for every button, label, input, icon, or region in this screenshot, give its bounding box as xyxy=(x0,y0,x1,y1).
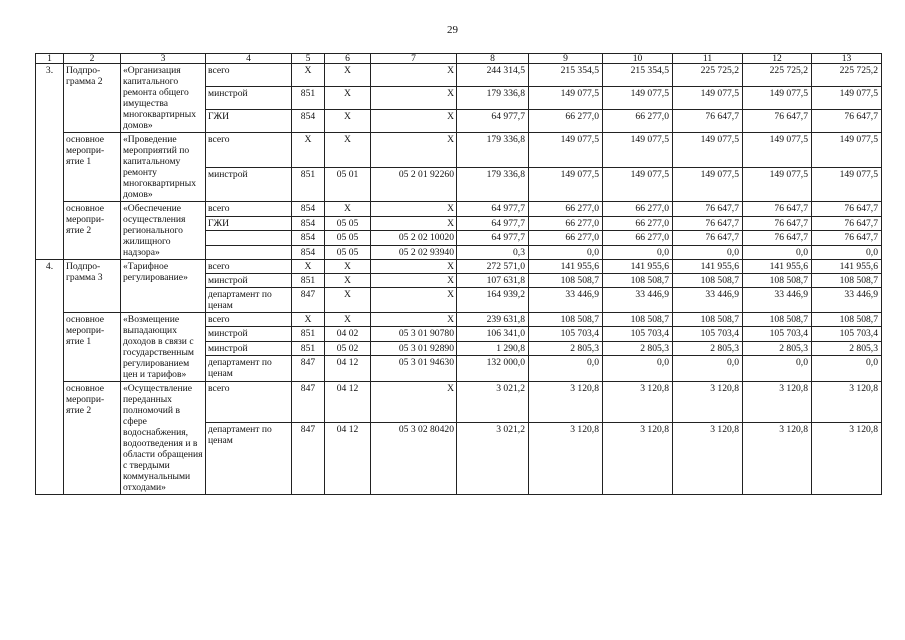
executor-cell: минстрой xyxy=(206,167,292,202)
value-cell: 0,0 xyxy=(603,245,673,260)
value-cell: 2 805,3 xyxy=(812,341,882,355)
value-cell: 3 021,2 xyxy=(457,382,529,423)
rzpr-cell: Х xyxy=(325,260,371,274)
value-cell: 0,0 xyxy=(812,245,882,260)
executor-cell: департамент по ценам xyxy=(206,422,292,494)
rzpr-cell: Х xyxy=(325,133,371,168)
csr-cell: Х xyxy=(371,313,457,327)
csr-cell: Х xyxy=(371,110,457,133)
value-cell: 149 077,5 xyxy=(673,87,743,110)
value-cell: 66 277,0 xyxy=(603,202,673,217)
value-cell: 0,0 xyxy=(743,245,812,260)
value-cell: 0,0 xyxy=(529,356,603,382)
value-cell: 1 290,8 xyxy=(457,341,529,355)
grbs-cell: 851 xyxy=(292,274,325,288)
value-cell: 76 647,7 xyxy=(812,202,882,217)
value-cell: 105 703,4 xyxy=(673,327,743,341)
executor-cell: департамент по ценам xyxy=(206,356,292,382)
program-label: основное меропри-ятие 1 xyxy=(64,133,121,202)
value-cell: 108 508,7 xyxy=(673,313,743,327)
value-cell: 76 647,7 xyxy=(812,231,882,246)
grbs-cell: 847 xyxy=(292,288,325,313)
value-cell: 149 077,5 xyxy=(529,133,603,168)
value-cell: 141 955,6 xyxy=(673,260,743,274)
value-cell: 66 277,0 xyxy=(529,216,603,231)
grbs-cell: 851 xyxy=(292,167,325,202)
csr-cell: 05 2 02 10020 xyxy=(371,231,457,246)
column-number-5: 5 xyxy=(292,54,325,64)
column-number-7: 7 xyxy=(371,54,457,64)
value-cell: 149 077,5 xyxy=(529,167,603,202)
value-cell: 149 077,5 xyxy=(529,87,603,110)
value-cell: 141 955,6 xyxy=(529,260,603,274)
value-cell: 3 120,8 xyxy=(603,422,673,494)
value-cell: 105 703,4 xyxy=(812,327,882,341)
value-cell: 108 508,7 xyxy=(812,274,882,288)
value-cell: 0,3 xyxy=(457,245,529,260)
value-cell: 225 725,2 xyxy=(673,64,743,87)
csr-cell: 05 2 01 92260 xyxy=(371,167,457,202)
value-cell: 132 000,0 xyxy=(457,356,529,382)
value-cell: 64 977,7 xyxy=(457,110,529,133)
grbs-cell: Х xyxy=(292,64,325,87)
value-cell: 3 120,8 xyxy=(529,382,603,423)
value-cell: 76 647,7 xyxy=(743,202,812,217)
column-number-4: 4 xyxy=(206,54,292,64)
program-name: «Обеспечение осуществления регионального жилищного надзора» xyxy=(121,202,206,260)
executor-cell: всего xyxy=(206,382,292,423)
value-cell: 76 647,7 xyxy=(743,110,812,133)
value-cell: 108 508,7 xyxy=(603,313,673,327)
grbs-cell: Х xyxy=(292,133,325,168)
value-cell: 64 977,7 xyxy=(457,231,529,246)
value-cell: 0,0 xyxy=(603,356,673,382)
value-cell: 225 725,2 xyxy=(812,64,882,87)
grbs-cell: 851 xyxy=(292,341,325,355)
grbs-cell: 854 xyxy=(292,216,325,231)
value-cell: 149 077,5 xyxy=(743,87,812,110)
value-cell: 0,0 xyxy=(743,356,812,382)
grbs-cell: Х xyxy=(292,313,325,327)
column-number-13: 13 xyxy=(812,54,882,64)
value-cell: 107 631,8 xyxy=(457,274,529,288)
value-cell: 64 977,7 xyxy=(457,216,529,231)
page-number: 29 xyxy=(447,24,458,36)
value-cell: 76 647,7 xyxy=(673,110,743,133)
header-row xyxy=(36,54,882,64)
grbs-cell: 847 xyxy=(292,422,325,494)
value-cell: 149 077,5 xyxy=(812,133,882,168)
csr-cell: 05 3 01 90780 xyxy=(371,327,457,341)
executor-cell: всего xyxy=(206,260,292,274)
program-label: основное меропри-ятие 2 xyxy=(64,382,121,495)
value-cell: 3 120,8 xyxy=(673,382,743,423)
program-name: «Организация капитального ремонта общего имущества многоквартирных домов» xyxy=(121,64,206,133)
value-cell: 2 805,3 xyxy=(603,341,673,355)
table-row xyxy=(36,313,882,327)
csr-cell: 05 3 01 94630 xyxy=(371,356,457,382)
program-name: «Осуществление переданных полномочий в сфере водоснабжения, водоотведения и в области обращения с твердыми коммунальными отходами» xyxy=(121,382,206,495)
rzpr-cell: 05 05 xyxy=(325,245,371,260)
csr-cell: Х xyxy=(371,87,457,110)
value-cell: 164 939,2 xyxy=(457,288,529,313)
budget-table xyxy=(35,53,882,495)
value-cell: 76 647,7 xyxy=(673,202,743,217)
value-cell: 66 277,0 xyxy=(529,231,603,246)
value-cell: 76 647,7 xyxy=(743,231,812,246)
rzpr-cell: Х xyxy=(325,202,371,217)
rzpr-cell: 05 05 xyxy=(325,216,371,231)
rzpr-cell: 05 05 xyxy=(325,231,371,246)
value-cell: 149 077,5 xyxy=(603,87,673,110)
csr-cell: Х xyxy=(371,260,457,274)
value-cell: 179 336,8 xyxy=(457,167,529,202)
value-cell: 106 341,0 xyxy=(457,327,529,341)
value-cell: 33 446,9 xyxy=(603,288,673,313)
executor-cell: всего xyxy=(206,64,292,87)
rzpr-cell: 05 02 xyxy=(325,341,371,355)
value-cell: 108 508,7 xyxy=(529,313,603,327)
csr-cell: Х xyxy=(371,216,457,231)
value-cell: 3 120,8 xyxy=(743,382,812,423)
column-number-1: 1 xyxy=(36,54,64,64)
table-row xyxy=(36,133,882,168)
rzpr-cell: Х xyxy=(325,288,371,313)
table-row xyxy=(36,260,882,274)
value-cell: 76 647,7 xyxy=(812,110,882,133)
value-cell: 3 021,2 xyxy=(457,422,529,494)
value-cell: 141 955,6 xyxy=(812,260,882,274)
program-label: Подпро-грамма 2 xyxy=(64,64,121,133)
value-cell: 3 120,8 xyxy=(812,422,882,494)
executor-cell: всего xyxy=(206,202,292,217)
value-cell: 179 336,8 xyxy=(457,133,529,168)
column-number-8: 8 xyxy=(457,54,529,64)
value-cell: 0,0 xyxy=(673,356,743,382)
executor-cell xyxy=(206,231,292,246)
column-number-10: 10 xyxy=(603,54,673,64)
value-cell: 64 977,7 xyxy=(457,202,529,217)
table-row xyxy=(36,64,882,87)
column-number-11: 11 xyxy=(673,54,743,64)
value-cell: 149 077,5 xyxy=(673,133,743,168)
rzpr-cell: 04 12 xyxy=(325,422,371,494)
value-cell: 215 354,5 xyxy=(529,64,603,87)
value-cell: 149 077,5 xyxy=(743,167,812,202)
value-cell: 225 725,2 xyxy=(743,64,812,87)
value-cell: 76 647,7 xyxy=(673,216,743,231)
value-cell: 108 508,7 xyxy=(603,274,673,288)
value-cell: 108 508,7 xyxy=(812,313,882,327)
csr-cell: 05 2 02 93940 xyxy=(371,245,457,260)
executor-cell xyxy=(206,245,292,260)
program-label: основное меропри-ятие 2 xyxy=(64,202,121,260)
value-cell: 179 336,8 xyxy=(457,87,529,110)
rzpr-cell: 04 12 xyxy=(325,356,371,382)
value-cell: 2 805,3 xyxy=(673,341,743,355)
program-name: «Тарифное регулирование» xyxy=(121,260,206,313)
column-number-6: 6 xyxy=(325,54,371,64)
rzpr-cell: 05 01 xyxy=(325,167,371,202)
value-cell: 149 077,5 xyxy=(603,167,673,202)
value-cell: 66 277,0 xyxy=(603,216,673,231)
executor-cell: всего xyxy=(206,133,292,168)
executor-cell: ГЖИ xyxy=(206,110,292,133)
value-cell: 33 446,9 xyxy=(673,288,743,313)
column-number-2: 2 xyxy=(64,54,121,64)
block-number: 3. xyxy=(36,64,64,260)
rzpr-cell: Х xyxy=(325,87,371,110)
value-cell: 141 955,6 xyxy=(743,260,812,274)
value-cell: 0,0 xyxy=(529,245,603,260)
value-cell: 215 354,5 xyxy=(603,64,673,87)
value-cell: 2 805,3 xyxy=(529,341,603,355)
value-cell: 3 120,8 xyxy=(743,422,812,494)
value-cell: 108 508,7 xyxy=(673,274,743,288)
executor-cell: минстрой xyxy=(206,274,292,288)
value-cell: 149 077,5 xyxy=(673,167,743,202)
value-cell: 3 120,8 xyxy=(812,382,882,423)
executor-cell: ГЖИ xyxy=(206,216,292,231)
executor-cell: минстрой xyxy=(206,327,292,341)
value-cell: 3 120,8 xyxy=(529,422,603,494)
column-number-12: 12 xyxy=(743,54,812,64)
table-row xyxy=(36,382,882,423)
rzpr-cell: Х xyxy=(325,64,371,87)
grbs-cell: 854 xyxy=(292,245,325,260)
value-cell: 76 647,7 xyxy=(812,216,882,231)
program-label: Подпро-грамма 3 xyxy=(64,260,121,313)
value-cell: 66 277,0 xyxy=(529,110,603,133)
grbs-cell: 854 xyxy=(292,202,325,217)
value-cell: 66 277,0 xyxy=(603,110,673,133)
value-cell: 149 077,5 xyxy=(812,167,882,202)
grbs-cell: 851 xyxy=(292,327,325,341)
csr-cell: Х xyxy=(371,288,457,313)
rzpr-cell: Х xyxy=(325,110,371,133)
value-cell: 33 446,9 xyxy=(812,288,882,313)
csr-cell: Х xyxy=(371,64,457,87)
value-cell: 149 077,5 xyxy=(812,87,882,110)
value-cell: 244 314,5 xyxy=(457,64,529,87)
grbs-cell: 854 xyxy=(292,231,325,246)
program-name: «Проведение мероприятий по капитальному ремонту многоквартирных домов» xyxy=(121,133,206,202)
value-cell: 108 508,7 xyxy=(529,274,603,288)
value-cell: 66 277,0 xyxy=(529,202,603,217)
rzpr-cell: Х xyxy=(325,274,371,288)
grbs-cell: 854 xyxy=(292,110,325,133)
value-cell: 105 703,4 xyxy=(603,327,673,341)
csr-cell: 05 3 02 80420 xyxy=(371,422,457,494)
value-cell: 105 703,4 xyxy=(529,327,603,341)
rzpr-cell: Х xyxy=(325,313,371,327)
value-cell: 0,0 xyxy=(673,245,743,260)
value-cell: 105 703,4 xyxy=(743,327,812,341)
value-cell: 3 120,8 xyxy=(603,382,673,423)
value-cell: 141 955,6 xyxy=(603,260,673,274)
grbs-cell: Х xyxy=(292,260,325,274)
executor-cell: минстрой xyxy=(206,341,292,355)
csr-cell: Х xyxy=(371,202,457,217)
block-number: 4. xyxy=(36,260,64,495)
value-cell: 3 120,8 xyxy=(673,422,743,494)
table-row xyxy=(36,202,882,217)
program-name: «Возмещение выпадающих доходов в связи с государственным регулированием цен и тарифов» xyxy=(121,313,206,382)
grbs-cell: 851 xyxy=(292,87,325,110)
value-cell: 272 571,0 xyxy=(457,260,529,274)
grbs-cell: 847 xyxy=(292,356,325,382)
rzpr-cell: 04 12 xyxy=(325,382,371,423)
value-cell: 149 077,5 xyxy=(743,133,812,168)
value-cell: 66 277,0 xyxy=(603,231,673,246)
csr-cell: 05 3 01 92890 xyxy=(371,341,457,355)
executor-cell: всего xyxy=(206,313,292,327)
value-cell: 149 077,5 xyxy=(603,133,673,168)
value-cell: 2 805,3 xyxy=(743,341,812,355)
value-cell: 0,0 xyxy=(812,356,882,382)
column-number-9: 9 xyxy=(529,54,603,64)
csr-cell: Х xyxy=(371,274,457,288)
value-cell: 108 508,7 xyxy=(743,313,812,327)
value-cell: 239 631,8 xyxy=(457,313,529,327)
csr-cell: Х xyxy=(371,133,457,168)
executor-cell: департамент по ценам xyxy=(206,288,292,313)
value-cell: 76 647,7 xyxy=(743,216,812,231)
value-cell: 108 508,7 xyxy=(743,274,812,288)
executor-cell: минстрой xyxy=(206,87,292,110)
value-cell: 33 446,9 xyxy=(743,288,812,313)
rzpr-cell: 04 02 xyxy=(325,327,371,341)
value-cell: 76 647,7 xyxy=(673,231,743,246)
column-number-3: 3 xyxy=(121,54,206,64)
value-cell: 33 446,9 xyxy=(529,288,603,313)
csr-cell: Х xyxy=(371,382,457,423)
program-label: основное меропри-ятие 1 xyxy=(64,313,121,382)
grbs-cell: 847 xyxy=(292,382,325,423)
